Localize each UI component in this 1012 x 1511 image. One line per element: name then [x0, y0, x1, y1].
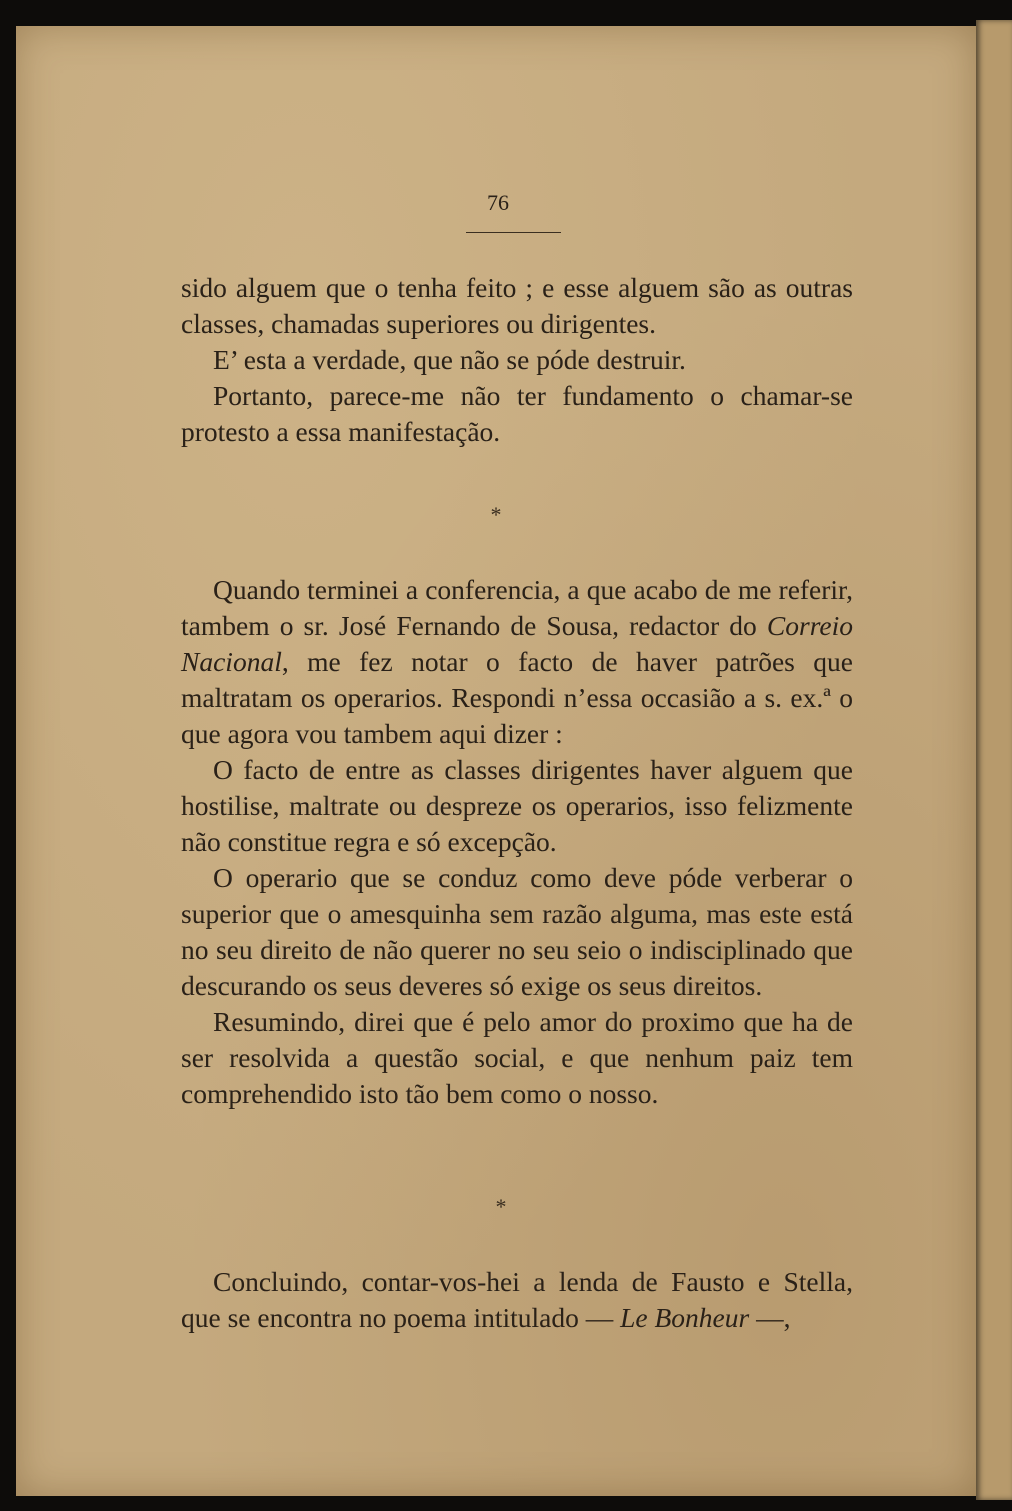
section-separator-asterisk: * [490, 502, 502, 527]
adjacent-page-edge [976, 20, 1012, 1500]
paragraph-text: —, [749, 1302, 791, 1333]
paragraph: O facto de entre as classes dirigentes haver alguem que hostilise, maltrate ou despreze os operarios, isso felizmente não constitue regra e só excepção. [181, 754, 853, 857]
text-section-2 [181, 572, 853, 1112]
page-number: 76 [487, 190, 509, 215]
paragraph-text: , me fez notar o facto de haver patrões que maltratam os operarios. Respondi n’essa occasião a s. ex.ª o que agora vou tambem aqui dizer : [181, 646, 853, 749]
paragraph: O operario que se conduz como deve póde verberar o superior que o amesquinha sem razão alguma, mas este está no seu direito de não querer no seu seio o indisciplinado que descurando os seus deveres só exige os seus direitos. [181, 862, 853, 1001]
page-number-rule [466, 232, 561, 233]
paragraph: sido alguem que o tenha feito ; e esse alguem são as outras classes, chamadas superiores ou dirigentes. [181, 272, 853, 339]
newspaper-title: Correio Nacional [181, 610, 853, 677]
paragraph: E’ esta a verdade, que não se póde destruir. [213, 344, 686, 375]
section-separator-asterisk: * [495, 1194, 507, 1219]
text-section-1 [181, 270, 853, 450]
paragraph-text: Quando terminei a conferencia, a que acabo de me referir, tambem o sr. José Fernando de Sousa, redactor do [181, 574, 853, 641]
book-page [16, 26, 976, 1496]
text-section-3 [181, 1264, 853, 1336]
paragraph [181, 572, 853, 752]
paragraph-text: Concluindo, contar-vos-hei a lenda de Fausto e Stella, que se encontra no poema intitulado — [181, 1266, 853, 1333]
poem-title: Le Bonheur [620, 1302, 750, 1333]
paragraph: Resumindo, direi que é pelo amor do proximo que ha de ser resolvida a questão social, e que nenhum paiz tem comprehendido isto tão bem como o nosso. [181, 1006, 853, 1109]
paragraph [181, 1264, 853, 1336]
paragraph: Portanto, parece-me não ter fundamento o chamar-se protesto a essa manifestação. [181, 380, 853, 447]
